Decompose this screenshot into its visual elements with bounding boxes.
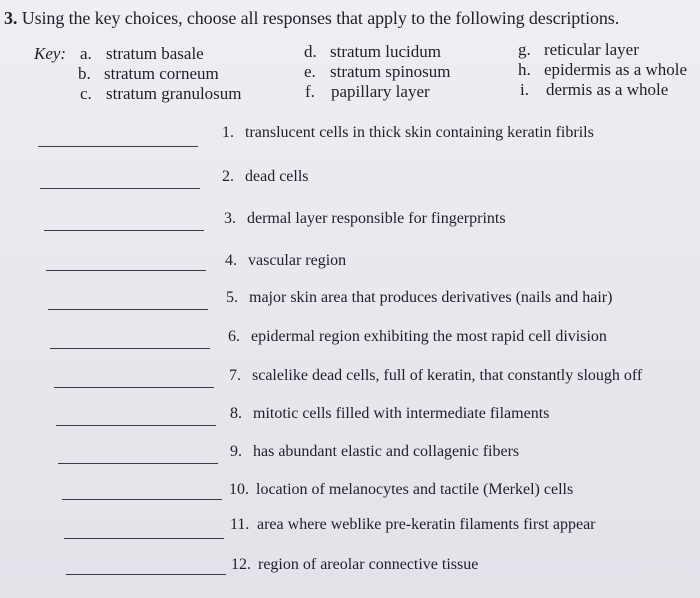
question-row-2 — [0, 168, 700, 192]
question-text-10: 10. location of melanocytes and tactile (Merkel) cells — [229, 481, 574, 498]
key-choice-label: reticular layer — [544, 40, 639, 59]
key-choice-label: stratum granulosum — [106, 84, 242, 103]
question-title — [4, 8, 619, 29]
question-row-8 — [0, 405, 700, 429]
key-choice-label: dermis as a whole — [546, 80, 669, 99]
question-text-2: 2. dead cells — [222, 168, 309, 185]
key-choice-label: papillary layer — [331, 82, 430, 101]
key-choice-d — [304, 42, 441, 62]
question-number: 3. — [4, 8, 18, 28]
question-text-8: 8. mitotic cells filled with intermediate filaments — [230, 405, 550, 422]
question-text-1: 1. translucent cells in thick skin containing keratin fibrils — [222, 124, 594, 141]
answer-blank-9[interactable] — [58, 463, 218, 464]
question-text-11: 11. area where weblike pre-keratin filaments first appear — [230, 516, 596, 533]
key-choice-label: epidermis as a whole — [544, 60, 688, 79]
question-row-12 — [0, 556, 700, 580]
question-text-3: 3. dermal layer responsible for fingerprints — [224, 210, 506, 227]
answer-blank-5[interactable] — [48, 309, 208, 310]
question-text-7: 7. scalelike dead cells, full of keratin, that constantly slough off — [229, 367, 643, 384]
answer-blank-1[interactable] — [38, 146, 198, 147]
question-text-4: 4. vascular region — [225, 252, 347, 269]
key-choice-a — [80, 44, 204, 64]
answer-blank-10[interactable] — [62, 499, 222, 500]
question-row-7 — [0, 367, 700, 391]
answer-blank-7[interactable] — [54, 387, 214, 388]
key-choice-f — [305, 82, 430, 102]
key-label: Key: — [34, 44, 67, 63]
key-letter: f. — [305, 82, 315, 101]
key-choice-label: stratum lucidum — [330, 42, 441, 61]
question-text-6: 6. epidermal region exhibiting the most rapid cell division — [228, 328, 607, 345]
key-choice-label: stratum spinosum — [330, 62, 451, 81]
question-row-4 — [0, 252, 700, 276]
key-choice-g — [518, 40, 639, 60]
answer-blank-11[interactable] — [64, 538, 224, 539]
key-choice-label: stratum corneum — [104, 64, 219, 83]
answer-blank-4[interactable] — [46, 270, 206, 271]
key-letter: i. — [520, 80, 529, 99]
question-text-12: 12. region of areolar connective tissue — [231, 556, 479, 573]
question-row-5 — [0, 289, 700, 313]
key-letter: b. — [78, 64, 91, 83]
question-row-6 — [0, 328, 700, 352]
key-choice-h — [518, 60, 687, 80]
question-row-1 — [0, 124, 700, 148]
question-prompt: Using the key choices, choose all responses that apply to the following descriptions. — [21, 8, 620, 28]
key-choice-i — [520, 80, 668, 100]
question-text-9: 9. has abundant elastic and collagenic fibers — [230, 443, 520, 460]
answer-blank-12[interactable] — [66, 574, 226, 575]
answer-blank-2[interactable] — [40, 188, 200, 189]
key-choice-e — [304, 62, 450, 82]
question-row-11 — [0, 516, 700, 540]
key-letter: d. — [304, 42, 317, 61]
answer-blank-8[interactable] — [56, 425, 216, 426]
key-choice-b — [78, 64, 219, 84]
answer-blank-6[interactable] — [50, 348, 210, 349]
key-choice-c — [80, 84, 242, 104]
key-letter: e. — [304, 62, 316, 81]
answer-blank-3[interactable] — [44, 230, 204, 231]
key-letter: c. — [80, 84, 92, 103]
key-choice-label: stratum basale — [106, 44, 204, 63]
key-letter: h. — [518, 60, 531, 79]
question-row-3 — [0, 210, 700, 234]
question-text-5: 5. major skin area that produces derivatives (nails and hair) — [226, 289, 613, 306]
question-row-10 — [0, 481, 700, 505]
key-letter: g. — [518, 40, 531, 59]
key-letter: a. — [80, 44, 92, 63]
question-row-9 — [0, 443, 700, 467]
